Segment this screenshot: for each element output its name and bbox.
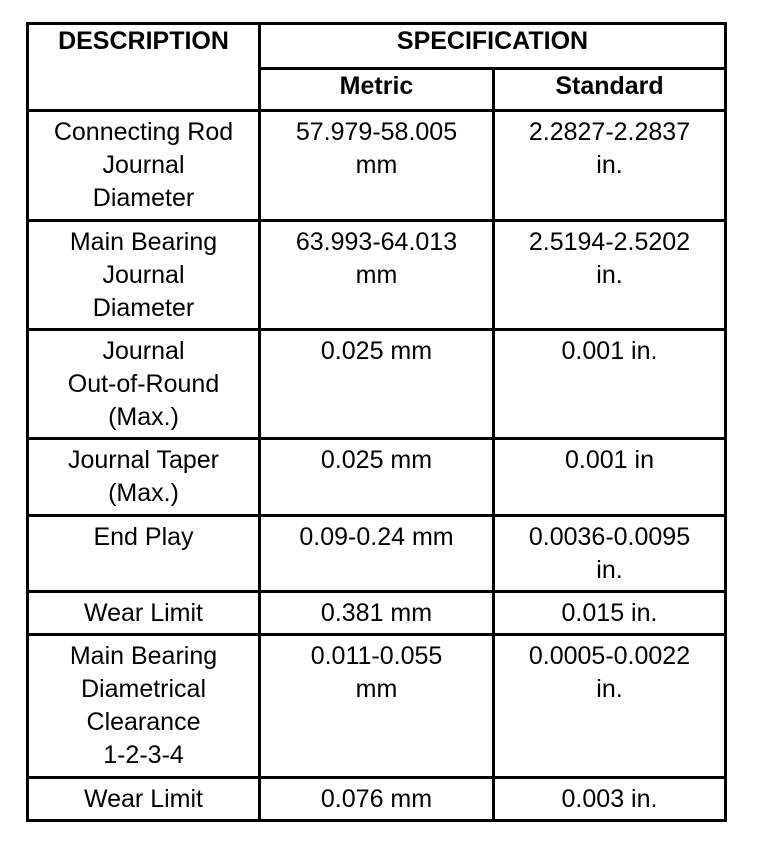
standard-cell — [494, 330, 726, 439]
description-text-line: Diameter — [92, 184, 195, 212]
description-text-line: Journal — [102, 151, 185, 179]
table-row — [28, 516, 726, 592]
description-cell — [28, 439, 260, 516]
description-cell — [28, 635, 260, 778]
description-text-line: Connecting Rod — [53, 118, 234, 146]
metric-text-line: mm — [355, 151, 398, 179]
description-text-line: Main Bearing — [69, 228, 218, 256]
metric-text-line: 0.076 mm — [320, 785, 433, 813]
table-body — [28, 111, 726, 821]
standard-cell — [494, 111, 726, 221]
description-cell — [28, 111, 260, 221]
description-header: DESCRIPTION — [28, 24, 260, 111]
description-text-line: Out-of-Round — [67, 370, 220, 398]
metric-header: Metric — [260, 69, 494, 111]
description-text-line: (Max.) — [108, 403, 179, 431]
description-text-line: Journal — [102, 337, 185, 365]
standard-text-line: 0.001 in. — [561, 337, 658, 365]
standard-text-line: 2.2827-2.2837 — [528, 118, 691, 146]
standard-cell — [494, 221, 726, 330]
table-row — [28, 778, 726, 821]
specification-table — [26, 22, 727, 822]
metric-cell — [260, 111, 494, 221]
standard-cell — [494, 635, 726, 778]
standard-cell — [494, 592, 726, 635]
specification-header: SPECIFICATION — [260, 24, 726, 69]
metric-text-line: 0.09-0.24 mm — [299, 523, 454, 551]
description-text-line: 1-2-3-4 — [103, 741, 184, 769]
metric-text-line: 63.993-64.013 — [295, 228, 458, 256]
standard-cell — [494, 439, 726, 516]
description-text-line: Wear Limit — [83, 599, 203, 627]
metric-text-line: 0.011-0.055 — [310, 642, 443, 670]
metric-text-line: 57.979-58.005 — [295, 118, 458, 146]
description-cell — [28, 330, 260, 439]
table-row — [28, 221, 726, 330]
standard-text-line: 0.0005-0.0022 — [528, 642, 691, 670]
standard-text-line: 0.003 in. — [561, 785, 658, 813]
standard-header: Standard — [494, 69, 726, 111]
standard-text-line: in. — [596, 556, 623, 584]
description-text-line: (Max.) — [108, 479, 179, 507]
description-cell — [28, 592, 260, 635]
table-row — [28, 592, 726, 635]
description-text-line: Wear Limit — [83, 785, 203, 813]
description-text-line: Clearance — [86, 708, 201, 736]
table-row — [28, 111, 726, 221]
standard-text-line: in. — [596, 151, 623, 179]
standard-text-line: in. — [596, 261, 623, 289]
description-text-line: End Play — [93, 523, 194, 551]
metric-text-line: 0.025 mm — [320, 446, 433, 474]
metric-text-line: 0.025 mm — [320, 337, 433, 365]
metric-cell — [260, 592, 494, 635]
metric-cell — [260, 635, 494, 778]
description-text-line: Main Bearing — [69, 642, 218, 670]
description-text-line: Journal Taper — [67, 446, 220, 474]
description-text-line: Journal — [102, 261, 185, 289]
standard-cell — [494, 516, 726, 592]
metric-cell — [260, 439, 494, 516]
table-row — [28, 439, 726, 516]
description-text-line: Diametrical — [80, 675, 207, 703]
metric-text-line: 0.381 mm — [320, 599, 433, 627]
header-row-top — [28, 24, 726, 69]
description-cell — [28, 221, 260, 330]
metric-cell — [260, 778, 494, 821]
metric-cell — [260, 221, 494, 330]
table-row — [28, 635, 726, 778]
description-cell — [28, 516, 260, 592]
standard-text-line: 2.5194-2.5202 — [528, 228, 691, 256]
standard-text-line: 0.0036-0.0095 — [528, 523, 691, 551]
metric-text-line: mm — [355, 261, 398, 289]
metric-cell — [260, 516, 494, 592]
description-cell — [28, 778, 260, 821]
description-text-line: Diameter — [92, 294, 195, 322]
standard-text-line: 0.001 in — [565, 446, 654, 474]
standard-text-line: 0.015 in. — [561, 599, 658, 627]
metric-text-line: mm — [355, 675, 398, 703]
table-row — [28, 330, 726, 439]
metric-cell — [260, 330, 494, 439]
table-header — [28, 24, 726, 111]
standard-cell — [494, 778, 726, 821]
standard-text-line: in. — [596, 675, 623, 703]
